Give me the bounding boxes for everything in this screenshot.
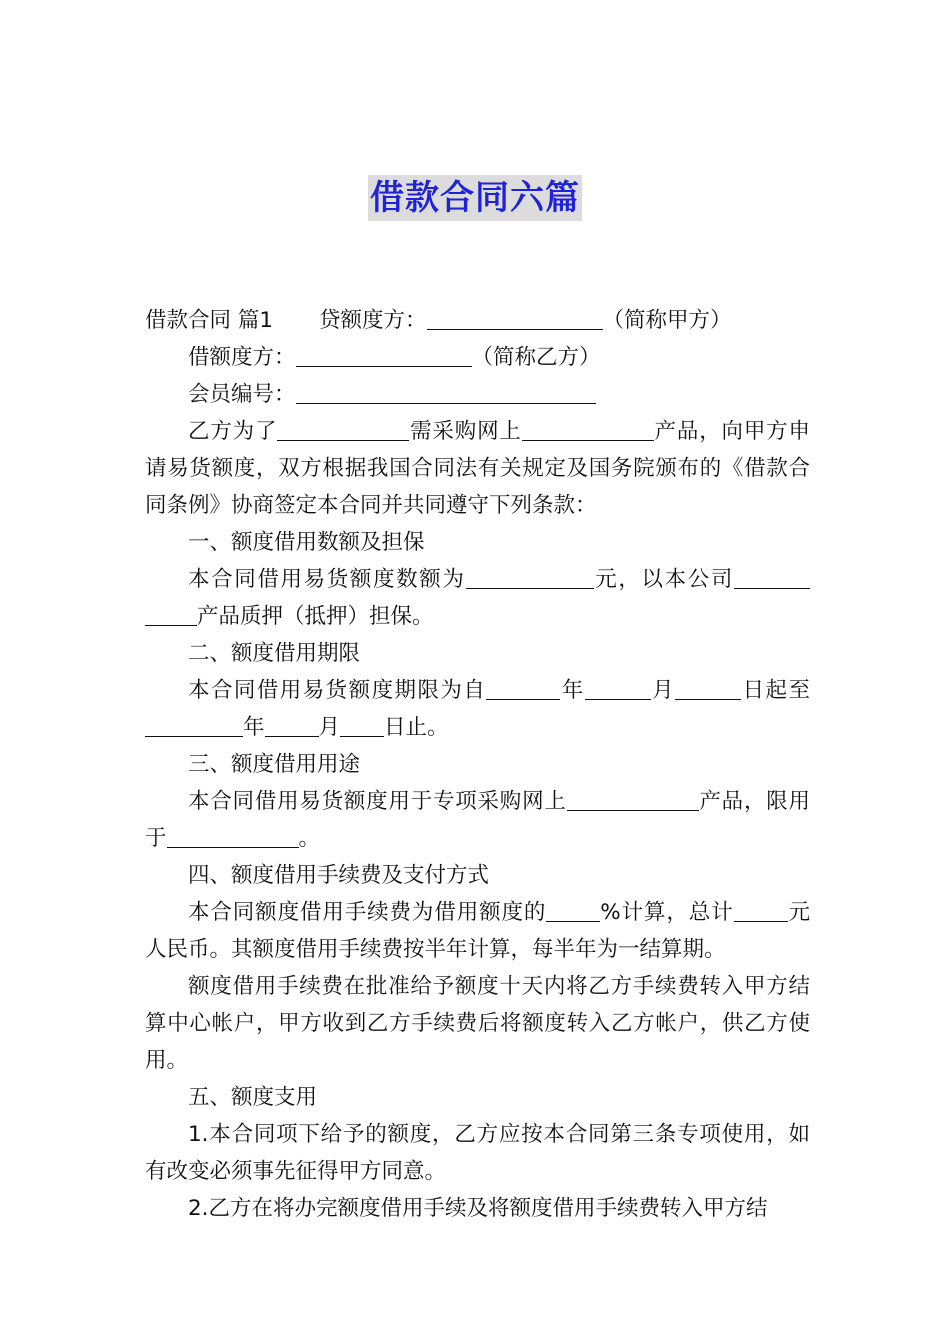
blank-start-year xyxy=(486,677,560,700)
party-b-line xyxy=(145,339,810,376)
paragraph-intro xyxy=(145,413,810,524)
blank-borrower xyxy=(296,344,472,367)
title-container xyxy=(0,175,950,221)
text-segment: 月 xyxy=(318,715,341,740)
text-segment: 年 xyxy=(560,678,585,703)
blank-end-day xyxy=(340,714,384,737)
paragraph-item-1: 1.本合同项下给予的额度，乙方应按本合同第三条专项使用，如有改变必须事先征得甲方同意。 xyxy=(145,1122,810,1184)
text-segment: 本合同借用易货额度数额为 xyxy=(188,567,466,592)
section-heading-4: 四、额度借用手续费及支付方式 xyxy=(188,863,490,888)
document-title: 借款合同六篇 xyxy=(368,175,582,221)
blank-end-month xyxy=(265,714,319,737)
paragraph-item-2: 2.乙方在将办完额度借用手续及将额度借用手续费转入甲方结 xyxy=(188,1196,768,1221)
lender-label: 贷额度方： xyxy=(319,308,427,333)
text-segment: 需采购网上 xyxy=(409,419,522,444)
blank-amount xyxy=(466,566,594,589)
section-heading-5: 五、额度支用 xyxy=(188,1085,318,1110)
text-segment: 本合同借用易货额度用于专项采购网上 xyxy=(188,789,567,814)
blank-start-month xyxy=(585,677,651,700)
member-line xyxy=(145,376,810,413)
blank-company-cont xyxy=(145,603,197,626)
text-segment: 日止。 xyxy=(384,715,449,740)
borrower-note: （简称乙方） xyxy=(471,345,601,370)
blank-member xyxy=(296,381,596,404)
text-segment: 元人民币。其额度借用手续费按半年计算，每半年为一结算期。 xyxy=(145,900,810,962)
blank-company xyxy=(734,566,810,589)
lender-note: （简称甲方） xyxy=(602,308,732,333)
paragraph-usage xyxy=(145,783,810,857)
text-segment: 日起至 xyxy=(741,678,810,703)
member-label: 会员编号： xyxy=(188,382,296,407)
borrower-label: 借额度方： xyxy=(188,345,296,370)
section-heading-2: 二、额度借用期限 xyxy=(188,641,361,666)
document-body xyxy=(145,302,810,1227)
blank-start-day xyxy=(675,677,741,700)
blank-usage-product xyxy=(567,788,699,811)
text-segment: 。 xyxy=(298,826,321,851)
blank-end-year xyxy=(145,714,243,737)
paragraph-amount xyxy=(145,561,810,635)
text-segment: 产品质押（抵押）担保。 xyxy=(197,604,434,629)
text-segment: 本合同借用易货额度期限为自 xyxy=(188,678,487,703)
text-segment: 本合同额度借用手续费为借用额度的 xyxy=(188,900,547,925)
text-segment: 年 xyxy=(243,715,265,740)
contract-heading: 借款合同 篇1 xyxy=(145,308,274,333)
paragraph-term xyxy=(145,672,810,746)
text-segment: %计算，总计 xyxy=(600,900,734,925)
section-heading-1: 一、额度借用数额及担保 xyxy=(188,530,425,555)
text-segment: 元，以本公司 xyxy=(593,567,734,592)
paragraph-fee xyxy=(145,894,810,968)
section-heading-3: 三、额度借用用途 xyxy=(188,752,361,777)
blank-lender xyxy=(427,307,603,330)
paragraph-fee-transfer: 额度借用手续费在批准给予额度十天内将乙方手续费转入甲方结算中心帐户，甲方收到乙方手续费后将额度转入乙方帐户，供乙方使用。 xyxy=(145,974,810,1073)
text-segment: 产品，向甲方申请易货额度，双方根据我国合同法有关规定及国务院颁布的《借款合同条例》协商签定本合同并共同遵守下列条款： xyxy=(145,419,810,518)
party-a-line xyxy=(145,302,810,339)
blank-fee-total xyxy=(734,899,788,922)
text-segment: 乙方为了 xyxy=(188,419,278,444)
blank-product xyxy=(522,418,654,441)
blank-purpose xyxy=(277,418,409,441)
blank-usage-limit xyxy=(167,825,299,848)
text-segment: 产品，限用于 xyxy=(145,789,810,851)
text-segment: 月 xyxy=(650,678,676,703)
blank-fee-percent xyxy=(546,899,600,922)
